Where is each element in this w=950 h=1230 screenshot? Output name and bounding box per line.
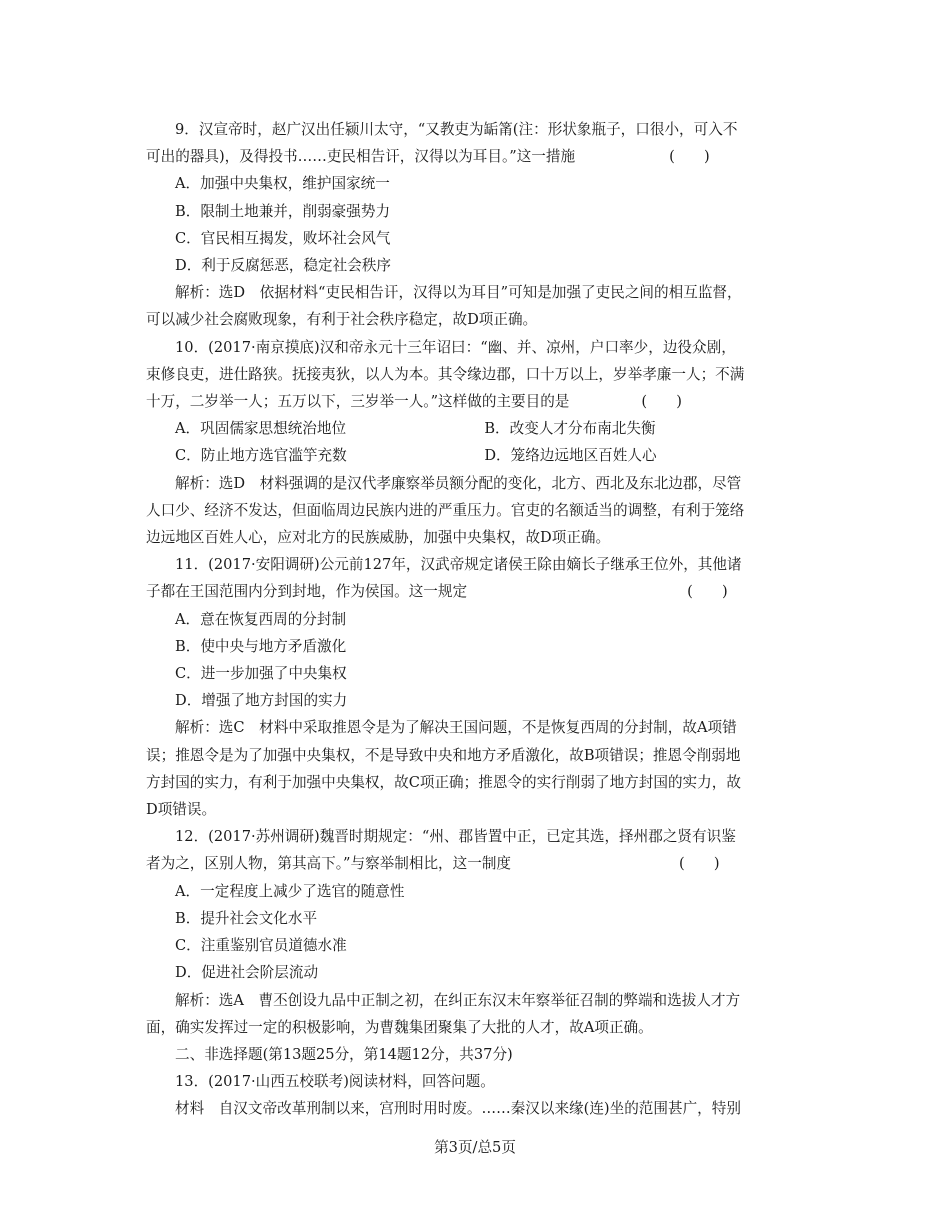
option-d: D．促进社会阶层流动 [175,964,319,982]
option-b: B．使中央与地方矛盾激化 [175,637,347,655]
option-b: B．提升社会文化水平 [175,909,318,927]
question-stem: 束修良吏，进仕路狭。抚接夷狄，以人为本。其令缘边郡，口十万以上，岁举孝廉一人；不满 [146,365,745,383]
question-stem: 13．(2017·山西五校联考)阅读材料，回答问题。 [175,1073,495,1091]
analysis-text: 解析：选D 依据材料“吏民相告讦，汉得以为耳目”可知是加强了吏民之间的相互监督， [175,284,742,302]
analysis-text: 人口少、经济不发达，但面临周边民族内进的严重压力。官吏的名额适当的调整，有利于笼络 [146,501,745,519]
analysis-text: 可以减少社会腐败现象，有利于社会秩序稳定，故D项正确。 [146,311,538,329]
option-row [146,442,822,469]
answer-bracket: ( ) [679,855,720,873]
question-9 [146,116,822,334]
question-stem: 9．汉宣帝时，赵广汉出任颍川太守，“又教吏为缿筩(注：形状象瓶子，口很小，可入不 [175,121,738,138]
question-stem: 12．(2017·苏州调研)魏晋时期规定：“州、郡皆置中正，已定其选，择州郡之贤有识鉴 [175,828,736,846]
question-stem: 10．(2017·南京摸底)汉和帝永元十三年诏曰：“幽、并、凉州，户口率少，边役众剧， [175,338,736,356]
question-stem: 子都在王国范围内分到封地，作为侯国。这一规定 [146,583,468,601]
answer-bracket: ( ) [641,393,682,411]
option-b: B．限制土地兼并，削弱豪强势力 [175,202,391,220]
question-stem: 者为之，区别人物，第其高下。”与察举制相比，这一制度 [146,855,512,873]
analysis-text: 解析：选A 曹丕创设九品中正制之初，在纠正东汉末年察举征召制的弊端和选拔人才方 [175,991,741,1009]
option-a: A．意在恢复西周的分封制 [175,610,347,628]
analysis-text: 解析：选D 材料强调的是汉代孝廉察举员额分配的变化，北方、西北及东北边郡，尽管 [175,474,742,492]
question-stem: 11．(2017·安阳调研)公元前127年，汉武帝规定诸侯王除由嫡长子继承王位外，其他诸 [175,556,742,574]
question-13 [146,1068,822,1122]
page-number: 第3页/总5页 [434,1139,516,1156]
option-a: A．加强中央集权，维护国家统一 [175,175,390,193]
analysis-text: 误；推恩令是为了加强中央集权，不是导致中央和地方矛盾激化，故B项错误；推恩令削弱地 [146,746,741,764]
section-heading: 二、非选择题(第13题25分，第14题12分，共37分) [175,1045,513,1063]
question-stem: 可出的器具)，及得投书……吏民相告讦，汉得以为耳目。”这一措施 [146,148,576,166]
material-text: 材料 自汉文帝改革刑制以来，宫刑时用时废。……秦汉以来缘(连)坐的范围甚广，特别 [175,1100,741,1118]
analysis-text: 边远地区百姓人心，应对北方的民族威胁，加强中央集权，故D项正确。 [146,529,611,547]
page-content [146,116,822,1123]
question-10 [146,334,822,552]
option-d: D．笼络边远地区百姓人心 [484,447,657,465]
option-c: C．防止地方选官滥竽充数 [175,447,347,465]
option-c: C．官民相互揭发，败坏社会风气 [175,229,391,247]
option-a: A．一定程度上减少了选官的随意性 [175,882,405,900]
question-12 [146,823,822,1041]
answer-bracket: ( ) [687,583,728,601]
option-c: C．进一步加强了中央集权 [175,665,347,683]
option-d: D．增强了地方封国的实力 [175,692,348,710]
question-11 [146,551,822,823]
analysis-text: 方封国的实力，有利于加强中央集权，故C项正确；推恩令的实行削弱了地方封国的实力，故 [146,773,741,791]
option-d: D．利于反腐惩恶，稳定社会秩序 [175,257,392,275]
question-stem: 十万，二岁举一人；五万以下，三岁举一人。”这样做的主要目的是 [146,393,570,411]
analysis-text: 面，确实发挥过一定的积极影响，为曹魏集团聚集了大批的人才，故A项正确。 [146,1018,653,1036]
option-b: B．改变人才分布南北失衡 [484,420,656,438]
analysis-text: 解析：选C 材料中采取推恩令是为了解决王国问题，不是恢复西周的分封制，故A项错 [175,719,737,737]
option-a: A．巩固儒家思想统治地位 [175,420,347,438]
answer-bracket: ( ) [669,148,710,166]
option-c: C．注重鉴别官员道德水准 [175,937,347,955]
analysis-text: D项错误。 [146,801,217,819]
option-row [146,415,822,442]
